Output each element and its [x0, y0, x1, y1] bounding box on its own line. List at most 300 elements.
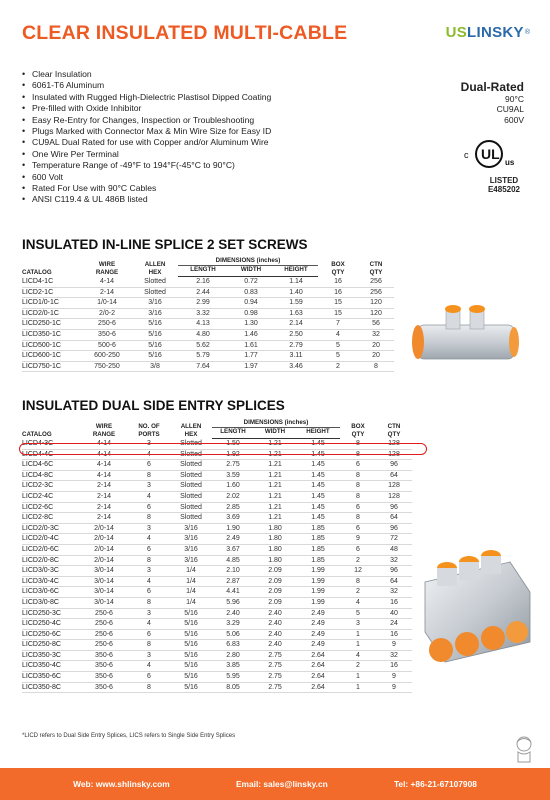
table-cell: 7 [318, 319, 358, 330]
table-row [22, 298, 394, 309]
page-title: CLEAR INSULATED MULTI-CABLE [22, 22, 348, 44]
table-cell: 96 [376, 566, 412, 577]
table-cell: 8 [340, 449, 376, 460]
feature-item: • 6061-T6 Aluminum [22, 80, 271, 91]
table-cell: 2.40 [254, 640, 296, 651]
dual-side-splice-product-image [405, 532, 540, 677]
catalog-cell: LICD1/0-1C [22, 298, 82, 309]
table-row [22, 319, 394, 330]
table-cell: 2.75 [212, 460, 254, 471]
table-cell: 4 [128, 576, 170, 587]
catalog-cell: LICD2-3C [22, 481, 80, 492]
table-cell: Slotted [132, 287, 178, 298]
table-cell: 8 [340, 481, 376, 492]
table-cell: 1.21 [254, 481, 296, 492]
table-cell: 3/0-14 [80, 566, 128, 577]
table-cell: 1.50 [212, 439, 254, 450]
table-cell: 2.40 [254, 619, 296, 630]
catalog-cell: LICD350-6C [22, 672, 80, 683]
table-cell: 3.29 [212, 619, 254, 630]
table-cell: 2.99 [178, 298, 228, 309]
table-cell: 6 [340, 502, 376, 513]
table-cell: 1.85 [296, 544, 340, 555]
table-cell: 16 [318, 287, 358, 298]
table-cell: 16 [376, 597, 412, 608]
catalog-cell: LICD2/0-4C [22, 534, 80, 545]
table-cell: 32 [358, 329, 394, 340]
table-cell: 1.21 [254, 460, 296, 471]
ul-us-text: us [505, 158, 515, 167]
table-cell: 5.95 [212, 672, 254, 683]
col2-width: WIDTH [254, 428, 296, 439]
table-cell: 1.45 [296, 491, 340, 502]
table-cell: 3/0-14 [80, 597, 128, 608]
table-cell: 32 [376, 587, 412, 598]
inline-splice-table [22, 257, 394, 372]
table-cell: 3 [340, 619, 376, 630]
table-cell: 600-250 [82, 351, 132, 362]
table-cell: 24 [376, 619, 412, 630]
table-cell: 4.80 [178, 329, 228, 340]
table-cell: 256 [358, 287, 394, 298]
table-cell: 2.40 [212, 608, 254, 619]
table-cell: 8 [128, 513, 170, 524]
table-cell: 8 [128, 597, 170, 608]
logo-registered-mark: ® [524, 29, 530, 36]
ul-listed-text: LISTED [489, 176, 519, 185]
table-cell: 1.45 [296, 502, 340, 513]
table-cell: 2 [340, 661, 376, 672]
table-cell: 2.14 [274, 319, 318, 330]
table-cell: Slotted [132, 277, 178, 288]
table-row [22, 650, 412, 661]
table-cell: 96 [376, 523, 412, 534]
col2-catalog: CATALOG [22, 430, 52, 438]
table-row [22, 566, 412, 577]
catalog-cell: LICD250-8C [22, 640, 80, 651]
table-cell: 2/0-14 [80, 534, 128, 545]
table-cell: 2/0-14 [80, 544, 128, 555]
table-cell: 5/16 [132, 340, 178, 351]
table-cell: 5/16 [170, 682, 212, 693]
table-cell: 64 [376, 470, 412, 481]
table-cell: 2-14 [80, 491, 128, 502]
table-cell: 96 [376, 502, 412, 513]
table-cell: 3 [128, 608, 170, 619]
table-cell: 1.63 [274, 308, 318, 319]
table-cell: 2.16 [178, 277, 228, 288]
row-highlight-outline [19, 443, 427, 455]
table-cell: 1.21 [254, 439, 296, 450]
catalog-cell: LICD3/0-4C [22, 576, 80, 587]
table-row [22, 555, 412, 566]
table-cell: 3.11 [274, 351, 318, 362]
table-cell: Slotted [170, 460, 212, 471]
table-row [22, 523, 412, 534]
table-cell: 2.09 [254, 566, 296, 577]
table-cell: 2.64 [296, 682, 340, 693]
table-cell: 1.21 [254, 470, 296, 481]
table-cell: 5/16 [132, 319, 178, 330]
table-cell: 3 [128, 523, 170, 534]
rating-temp: 90°C [505, 94, 524, 104]
table-cell: 2 [318, 361, 358, 372]
table-cell: 2 [340, 555, 376, 566]
table-cell: 2.09 [254, 587, 296, 598]
col2-ports: NO. OF PORTS [138, 422, 160, 438]
table-cell: 8 [128, 555, 170, 566]
feature-item: • Rated For Use with 90°C Cables [22, 183, 271, 194]
table-cell: 3/16 [170, 523, 212, 534]
rating-heading: Dual-Rated [460, 80, 524, 94]
table-cell: 128 [376, 491, 412, 502]
table-cell: 48 [376, 544, 412, 555]
table-cell: 1.99 [296, 566, 340, 577]
table-cell: 4-14 [80, 449, 128, 460]
table-cell: 4-14 [82, 277, 132, 288]
catalog-cell: LICD2/0-1C [22, 308, 82, 319]
footnote: *LICD refers to Dual Side Entry Splices, LICS refers to Single Side Entry Splices [22, 733, 236, 739]
feature-item: • ANSI C119.4 & UL 486B listed [22, 194, 271, 205]
table-cell: 6 [340, 523, 376, 534]
table-cell: 6 [128, 629, 170, 640]
table-cell: 6 [128, 460, 170, 471]
table-cell: 6 [340, 460, 376, 471]
table-cell: 32 [376, 555, 412, 566]
table-cell: 1/4 [170, 576, 212, 587]
table-cell: 2 [340, 587, 376, 598]
section-title-dual-side: INSULATED DUAL SIDE ENTRY SPLICES [22, 398, 285, 413]
catalog-cell: LICD500-1C [22, 340, 82, 351]
table-cell: 2.64 [296, 650, 340, 661]
col2-length: LENGTH [212, 428, 254, 439]
table-cell: 1.30 [228, 319, 274, 330]
table-cell: 2-14 [80, 481, 128, 492]
table-cell: 8 [340, 439, 376, 450]
table-cell: 128 [376, 449, 412, 460]
table-cell: 2.09 [254, 597, 296, 608]
table-cell: 1 [340, 672, 376, 683]
table-cell: 6.83 [212, 640, 254, 651]
table-cell: 2.49 [296, 619, 340, 630]
table-cell: 9 [376, 640, 412, 651]
table-cell: 5/16 [170, 608, 212, 619]
table-cell: 5/16 [132, 351, 178, 362]
table-cell: 120 [358, 298, 394, 309]
brand-logo [446, 24, 530, 41]
table-cell: 1.85 [296, 523, 340, 534]
table-cell: 6 [340, 544, 376, 555]
table-cell: 16 [318, 277, 358, 288]
table-cell: 1.21 [254, 513, 296, 524]
table-row [22, 329, 394, 340]
table-cell: 8.05 [212, 682, 254, 693]
table-cell: Slotted [170, 513, 212, 524]
table-cell: 4 [128, 534, 170, 545]
table-cell: 350-6 [82, 329, 132, 340]
ul-c-text: c [464, 150, 469, 160]
table-cell: 256 [358, 277, 394, 288]
feature-item: • Plugs Marked with Connector Max & Min Wire Size for Easy ID [22, 126, 271, 137]
col-width: WIDTH [228, 266, 274, 277]
table-cell: 8 [128, 640, 170, 651]
catalog-cell: LICD2-1C [22, 287, 82, 298]
rating-block [461, 80, 524, 125]
table-cell: 4-14 [80, 470, 128, 481]
catalog-cell: LICD250-1C [22, 319, 82, 330]
table-cell: 2.49 [212, 534, 254, 545]
footer-email[interactable]: Email: sales@linsky.cn [235, 779, 328, 789]
table-cell: 1.45 [296, 460, 340, 471]
table-cell: 56 [358, 319, 394, 330]
col-dimensions: DIMENSIONS (inches) [178, 257, 318, 266]
table-cell: 5/16 [170, 640, 212, 651]
table-cell: 2.87 [212, 576, 254, 587]
table-cell: 1.21 [254, 491, 296, 502]
table-cell: 4 [128, 661, 170, 672]
table-cell: 8 [340, 470, 376, 481]
catalog-cell: LICD2/0-3C [22, 523, 80, 534]
table-row [22, 534, 412, 545]
table-row [22, 682, 412, 693]
table-cell: 1/4 [170, 597, 212, 608]
table-cell: 2.49 [296, 608, 340, 619]
catalog-cell: LICD750-1C [22, 361, 82, 372]
table-cell: 5.62 [178, 340, 228, 351]
table-cell: 3 [128, 566, 170, 577]
table-row [22, 619, 412, 630]
table-cell: 40 [376, 608, 412, 619]
dual-side-rows [22, 439, 412, 693]
table-cell: 5.79 [178, 351, 228, 362]
table-cell: 6 [128, 587, 170, 598]
table-cell: 3/16 [132, 298, 178, 309]
table-cell: 3/16 [170, 555, 212, 566]
table-row [22, 308, 394, 319]
table-cell: 1.85 [296, 534, 340, 545]
table-cell: 2.44 [178, 287, 228, 298]
table-cell: 2.50 [274, 329, 318, 340]
col-ctn-qty: CTN QTY [369, 260, 383, 276]
table-cell: 15 [318, 308, 358, 319]
rating-voltage: 600V [504, 114, 524, 125]
table-cell: 5 [340, 608, 376, 619]
catalog-cell: LICD3/0-6C [22, 587, 80, 598]
catalog-cell: LICD600-1C [22, 351, 82, 362]
table-cell: 2.09 [254, 576, 296, 587]
table-cell: 7.64 [178, 361, 228, 372]
col2-ctn-qty: CTN QTY [387, 422, 401, 438]
col-catalog: CATALOG [22, 268, 52, 276]
table-row [22, 502, 412, 513]
table-cell: 2.85 [212, 502, 254, 513]
table-cell: 1.45 [296, 481, 340, 492]
table-cell: 1.14 [274, 277, 318, 288]
table-cell: 1.61 [228, 340, 274, 351]
table-cell: 3/16 [170, 544, 212, 555]
catalog-cell: LICD350-1C [22, 329, 82, 340]
table-cell: 8 [128, 682, 170, 693]
table-cell: 4.85 [212, 555, 254, 566]
table-cell: 64 [376, 576, 412, 587]
table-cell: 3.69 [212, 513, 254, 524]
table-cell: 120 [358, 308, 394, 319]
table-cell: 5/16 [170, 619, 212, 630]
table-row [22, 587, 412, 598]
table-cell: 1 [340, 682, 376, 693]
footer-phone: Tel: +86-21-67107908 [393, 779, 477, 789]
logo-us-text: US [445, 24, 468, 41]
table-cell: 1.99 [296, 576, 340, 587]
table-row [22, 513, 412, 524]
table-cell: 4-14 [80, 460, 128, 471]
table-cell: 32 [376, 650, 412, 661]
table-cell: 1.92 [212, 449, 254, 460]
table-cell: 2.02 [212, 491, 254, 502]
col2-height: HEIGHT [296, 428, 340, 439]
table-cell: 1.90 [212, 523, 254, 534]
table-cell: 3 [128, 650, 170, 661]
table-cell: 1.59 [274, 298, 318, 309]
table-cell: 72 [376, 534, 412, 545]
table-cell: Slotted [170, 481, 212, 492]
table-row [22, 640, 412, 651]
catalog-cell: LICD250-3C [22, 608, 80, 619]
table-cell: 6 [128, 502, 170, 513]
table-cell: 2-14 [80, 502, 128, 513]
table-cell: 1.99 [296, 587, 340, 598]
table-cell: 9 [376, 672, 412, 683]
table-cell: Slotted [170, 470, 212, 481]
table-row [22, 491, 412, 502]
table-cell: 2.75 [254, 650, 296, 661]
table-cell: 2.80 [212, 650, 254, 661]
table-cell: 1.99 [296, 597, 340, 608]
table-cell: 8 [358, 361, 394, 372]
table-cell: 250-6 [82, 319, 132, 330]
table-cell: 5/16 [132, 329, 178, 340]
table-cell: 3.67 [212, 544, 254, 555]
feature-item: • One Wire Per Terminal [22, 149, 271, 160]
catalog-cell: LICD4-6C [22, 460, 80, 471]
table-cell: 2.40 [254, 608, 296, 619]
table-cell: 3/16 [170, 534, 212, 545]
feature-item: • Temperature Range of -49°F to 194°F(-45°C to 90°C) [22, 160, 271, 171]
table-row [22, 287, 394, 298]
table-cell: 0.83 [228, 287, 274, 298]
table-cell: 5.06 [212, 629, 254, 640]
table-row [22, 277, 394, 288]
table-cell: 1.80 [254, 523, 296, 534]
table-cell: 1.45 [296, 449, 340, 460]
table-cell: 1.40 [274, 287, 318, 298]
catalog-cell: LICD2-8C [22, 513, 80, 524]
table-cell: 3/8 [132, 361, 178, 372]
inline-splice-product-image [410, 293, 530, 375]
catalog-cell: LICD3/0-3C [22, 566, 80, 577]
table-row [22, 361, 394, 372]
table-cell: 1.21 [254, 449, 296, 460]
table-cell: 1.21 [254, 502, 296, 513]
table-cell: 1.80 [254, 555, 296, 566]
table-cell: 0.98 [228, 308, 274, 319]
table-cell: 128 [376, 439, 412, 450]
table-row [22, 661, 412, 672]
catalog-cell: LICD4-1C [22, 277, 82, 288]
table-cell: 3/16 [132, 308, 178, 319]
footer-bar [0, 768, 550, 800]
table-cell: 2-14 [80, 513, 128, 524]
footer-website[interactable]: Web: www.shlinsky.com [73, 779, 170, 789]
col2-wire-range: WIRE RANGE [92, 422, 116, 438]
table-cell: 350-6 [80, 650, 128, 661]
feature-item: • CU9AL Dual Rated for use with Copper and/or Aluminum Wire [22, 137, 271, 148]
table-cell: 9 [340, 534, 376, 545]
catalog-cell: LICD4-3C [22, 439, 80, 450]
table-cell: 250-6 [80, 629, 128, 640]
table-cell: 16 [376, 661, 412, 672]
table-cell: 4 [128, 619, 170, 630]
table-cell: 3.46 [274, 361, 318, 372]
table-cell: 1.60 [212, 481, 254, 492]
table-cell: 1.85 [296, 555, 340, 566]
table-cell: 64 [376, 513, 412, 524]
col-box-qty: BOX QTY [331, 260, 345, 276]
table-cell: 5 [318, 340, 358, 351]
catalog-cell: LICD250-4C [22, 619, 80, 630]
table-cell: 1.45 [296, 470, 340, 481]
table-cell: 9 [376, 682, 412, 693]
table-cell: 3.32 [178, 308, 228, 319]
table-cell: 5/16 [170, 650, 212, 661]
table-cell: 16 [376, 629, 412, 640]
mascot-icon [512, 734, 536, 764]
dual-side-table [22, 419, 412, 693]
col-length: LENGTH [178, 266, 228, 277]
table-row [22, 597, 412, 608]
table-cell: 2-14 [82, 287, 132, 298]
table-cell: 3 [128, 439, 170, 450]
table-cell: 2.10 [212, 566, 254, 577]
table-cell: 4 [340, 597, 376, 608]
table-cell: 1.97 [228, 361, 274, 372]
table-cell: 5.96 [212, 597, 254, 608]
table-cell: 2.75 [254, 672, 296, 683]
table-cell: 2.49 [296, 640, 340, 651]
table-cell: Slotted [170, 491, 212, 502]
table-cell: 3/0-14 [80, 576, 128, 587]
table-cell: 250-6 [80, 619, 128, 630]
table-cell: 2.75 [254, 682, 296, 693]
table-cell: 350-6 [80, 682, 128, 693]
table-cell: 1 [340, 629, 376, 640]
table-cell: 8 [340, 576, 376, 587]
table-cell: 3/0-14 [80, 587, 128, 598]
feature-item: • 600 Volt [22, 172, 271, 183]
table-cell: 5/16 [170, 629, 212, 640]
table-cell: 350-6 [80, 672, 128, 683]
table-cell: 20 [358, 351, 394, 362]
col2-dimensions: DIMENSIONS (inches) [212, 419, 340, 428]
section-title-inline-splice: INSULATED IN-LINE SPLICE 2 SET SCREWS [22, 237, 308, 252]
table-cell: 1.77 [228, 351, 274, 362]
table-cell: 2.79 [274, 340, 318, 351]
table-cell: 4.41 [212, 587, 254, 598]
table-cell: 2.40 [254, 629, 296, 640]
catalog-cell: LICD350-8C [22, 682, 80, 693]
catalog-cell: LICD350-4C [22, 661, 80, 672]
logo-linsky-text: LINSKY [467, 24, 524, 41]
